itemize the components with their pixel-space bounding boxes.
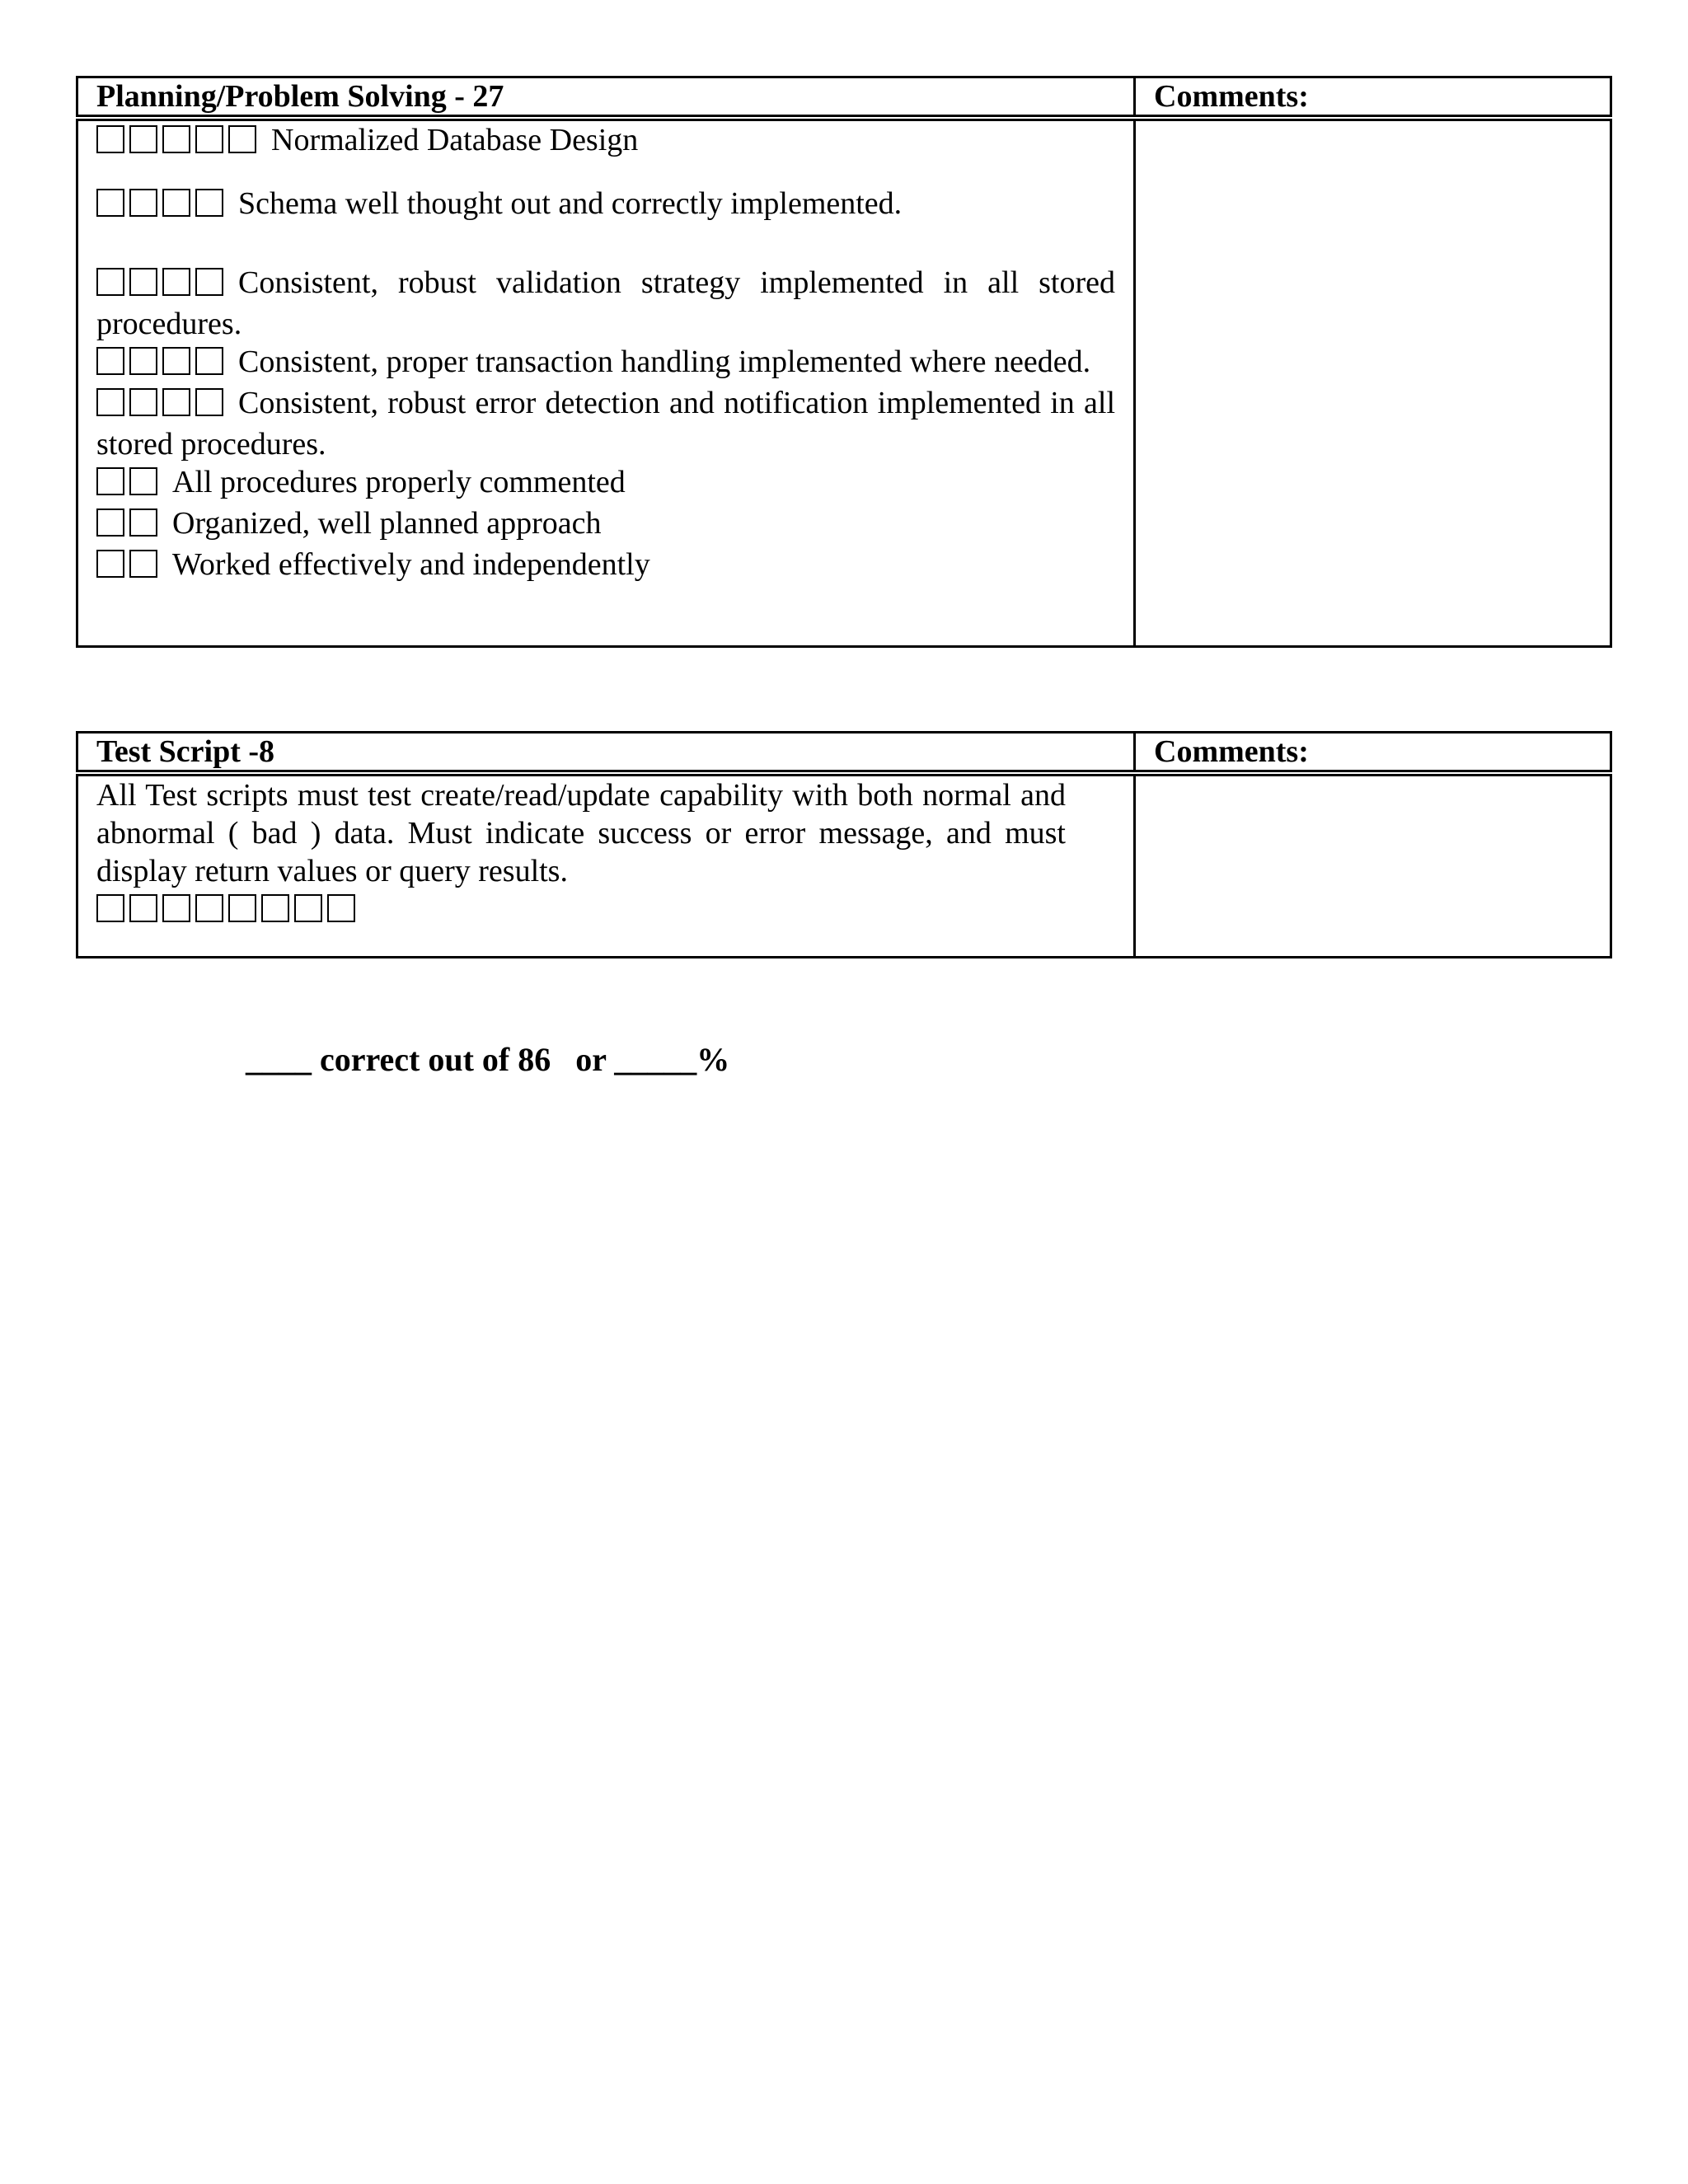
test-script-criteria-cell: [77, 773, 1135, 958]
checkbox-group[interactable]: [96, 508, 162, 546]
criterion-transactions: [96, 343, 1115, 384]
checkbox[interactable]: [327, 894, 355, 922]
checkbox[interactable]: [162, 347, 190, 375]
criterion-label: Consistent, proper transaction handling implemented where needed.: [238, 344, 1091, 379]
checkbox[interactable]: [162, 388, 190, 416]
checkbox[interactable]: [294, 894, 322, 922]
checkbox[interactable]: [96, 388, 124, 416]
checkbox[interactable]: [261, 894, 289, 922]
checkbox[interactable]: [129, 509, 157, 537]
checkbox[interactable]: [162, 894, 190, 922]
planning-rubric-table: [76, 76, 1612, 648]
criterion-label: Worked effectively and independently: [172, 547, 650, 582]
checkbox[interactable]: [195, 268, 223, 296]
checkbox[interactable]: [129, 268, 157, 296]
checkbox[interactable]: [195, 189, 223, 217]
checkbox[interactable]: [195, 894, 223, 922]
checkbox[interactable]: [96, 125, 124, 153]
checkbox[interactable]: [195, 388, 223, 416]
planning-comments-header: Comments:: [1135, 77, 1611, 119]
checkbox[interactable]: [129, 550, 157, 578]
test-script-header: Test Script -8: [77, 733, 1135, 774]
checkbox[interactable]: [129, 347, 157, 375]
score-line: ____ correct out of 86 or _____%: [246, 1041, 730, 1078]
criterion-normalized-design: [96, 121, 1115, 162]
test-script-checkboxes-row: [96, 890, 1115, 931]
test-script-rubric-table: [76, 731, 1612, 958]
criterion-organized: [96, 504, 1115, 546]
planning-criteria-cell: [77, 118, 1135, 647]
criterion-label: Organized, well planned approach: [172, 506, 602, 541]
checkbox[interactable]: [162, 189, 190, 217]
criterion-label: Consistent, robust validation strategy implemented in all stored procedures.: [96, 265, 1115, 341]
checkbox[interactable]: [129, 125, 157, 153]
planning-comments-field[interactable]: [1135, 118, 1611, 647]
criterion-error-detection: [96, 384, 1115, 463]
checkbox-group[interactable]: [96, 466, 162, 504]
checkbox[interactable]: [129, 467, 157, 495]
checkbox-group[interactable]: [96, 124, 261, 162]
criterion-label: All procedures properly commented: [172, 465, 626, 499]
checkbox-group[interactable]: [96, 267, 228, 305]
criterion-label: Consistent, robust error detection and notification implemented in all stored procedures.: [96, 386, 1115, 462]
checkbox[interactable]: [195, 125, 223, 153]
checkbox[interactable]: [195, 347, 223, 375]
checkbox[interactable]: [96, 347, 124, 375]
criterion-label: Normalized Database Design: [271, 123, 639, 157]
checkbox[interactable]: [228, 894, 256, 922]
test-script-comments-header: Comments:: [1135, 733, 1611, 774]
criterion-independent: [96, 546, 1115, 587]
test-script-comments-field[interactable]: [1135, 773, 1611, 958]
checkbox[interactable]: [96, 189, 124, 217]
criterion-label: Schema well thought out and correctly implemented.: [238, 186, 903, 221]
criterion-schema: [96, 185, 1115, 226]
checkbox[interactable]: [96, 268, 124, 296]
checkbox[interactable]: [129, 388, 157, 416]
checkbox[interactable]: [228, 125, 256, 153]
checkbox[interactable]: [96, 550, 124, 578]
checkbox[interactable]: [96, 509, 124, 537]
checkbox[interactable]: [129, 189, 157, 217]
planning-header: Planning/Problem Solving - 27: [77, 77, 1135, 119]
checkbox-group[interactable]: [96, 549, 162, 587]
checkbox-group[interactable]: [96, 387, 228, 425]
checkbox[interactable]: [96, 467, 124, 495]
checkbox[interactable]: [162, 268, 190, 296]
criterion-comments: [96, 463, 1115, 504]
test-script-description: All Test scripts must test create/read/update capability with both normal and abnormal ( bad ) data. Must indicate success or error message, and must display return values or query results.: [96, 778, 1066, 888]
checkbox[interactable]: [96, 894, 124, 922]
checkbox-group[interactable]: [96, 346, 228, 384]
checkbox[interactable]: [129, 894, 157, 922]
criterion-validation: [96, 264, 1115, 343]
checkbox[interactable]: [162, 125, 190, 153]
checkbox-group[interactable]: [96, 188, 228, 226]
checkbox-group[interactable]: [96, 893, 360, 931]
